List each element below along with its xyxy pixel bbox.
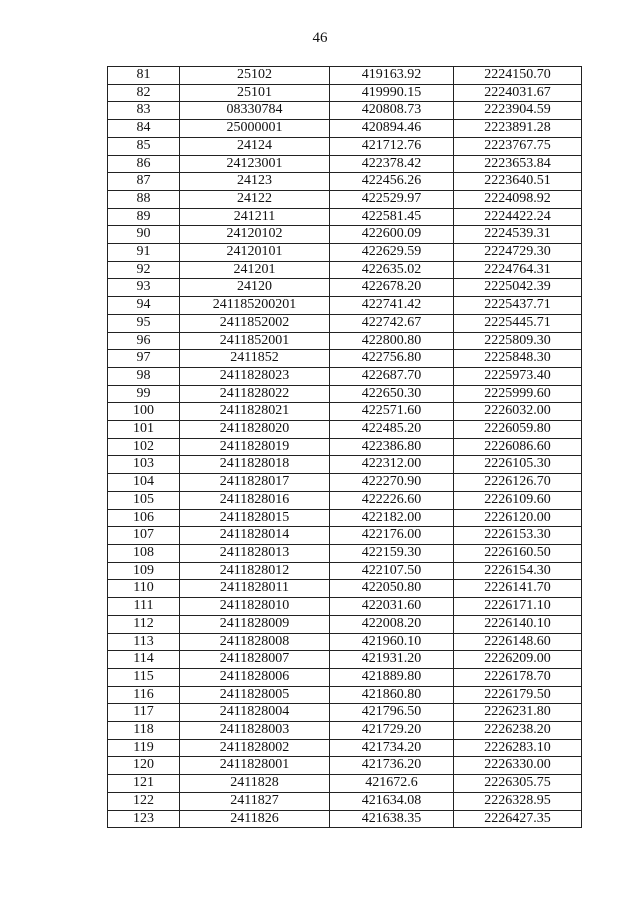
table-row <box>108 385 582 403</box>
point-id-cell: 2411828009 <box>180 615 330 633</box>
table-row <box>108 668 582 686</box>
row-number-cell: 113 <box>108 633 180 651</box>
x-coordinate-cell: 421672.6 <box>330 775 454 793</box>
x-coordinate-cell: 422600.09 <box>330 226 454 244</box>
point-id-cell: 24124 <box>180 137 330 155</box>
y-coordinate-cell: 2223904.59 <box>454 102 582 120</box>
point-id-cell: 2411827 <box>180 792 330 810</box>
table-row <box>108 332 582 350</box>
y-coordinate-cell: 2225999.60 <box>454 385 582 403</box>
row-number-cell: 107 <box>108 527 180 545</box>
point-id-cell: 25000001 <box>180 120 330 138</box>
x-coordinate-cell: 422571.60 <box>330 403 454 421</box>
row-number-cell: 91 <box>108 244 180 262</box>
coordinates-table <box>107 66 582 828</box>
row-number-cell: 120 <box>108 757 180 775</box>
x-coordinate-cell: 421860.80 <box>330 686 454 704</box>
y-coordinate-cell: 2226086.60 <box>454 438 582 456</box>
y-coordinate-cell: 2226305.75 <box>454 775 582 793</box>
x-coordinate-cell: 422226.60 <box>330 491 454 509</box>
row-number-cell: 115 <box>108 668 180 686</box>
y-coordinate-cell: 2224539.31 <box>454 226 582 244</box>
x-coordinate-cell: 419990.15 <box>330 84 454 102</box>
x-coordinate-cell: 422678.20 <box>330 279 454 297</box>
point-id-cell: 241201 <box>180 261 330 279</box>
row-number-cell: 118 <box>108 722 180 740</box>
row-number-cell: 117 <box>108 704 180 722</box>
y-coordinate-cell: 2226178.70 <box>454 668 582 686</box>
table-row <box>108 544 582 562</box>
x-coordinate-cell: 422378.42 <box>330 155 454 173</box>
y-coordinate-cell: 2223653.84 <box>454 155 582 173</box>
x-coordinate-cell: 422635.02 <box>330 261 454 279</box>
point-id-cell: 2411828014 <box>180 527 330 545</box>
x-coordinate-cell: 421736.20 <box>330 757 454 775</box>
point-id-cell: 25101 <box>180 84 330 102</box>
x-coordinate-cell: 421889.80 <box>330 668 454 686</box>
point-id-cell: 2411828 <box>180 775 330 793</box>
point-id-cell: 2411828015 <box>180 509 330 527</box>
row-number-cell: 93 <box>108 279 180 297</box>
point-id-cell: 2411852002 <box>180 314 330 332</box>
row-number-cell: 121 <box>108 775 180 793</box>
point-id-cell: 2411828005 <box>180 686 330 704</box>
point-id-cell: 2411852 <box>180 350 330 368</box>
point-id-cell: 24123001 <box>180 155 330 173</box>
row-number-cell: 109 <box>108 562 180 580</box>
table-row <box>108 456 582 474</box>
table-row <box>108 562 582 580</box>
row-number-cell: 96 <box>108 332 180 350</box>
row-number-cell: 94 <box>108 297 180 315</box>
y-coordinate-cell: 2226120.00 <box>454 509 582 527</box>
table-row <box>108 615 582 633</box>
row-number-cell: 97 <box>108 350 180 368</box>
row-number-cell: 88 <box>108 190 180 208</box>
table-row <box>108 792 582 810</box>
row-number-cell: 114 <box>108 651 180 669</box>
point-id-cell: 08330784 <box>180 102 330 120</box>
point-id-cell: 2411828001 <box>180 757 330 775</box>
row-number-cell: 84 <box>108 120 180 138</box>
point-id-cell: 2411828022 <box>180 385 330 403</box>
point-id-cell: 24123 <box>180 173 330 191</box>
table-row <box>108 527 582 545</box>
point-id-cell: 2411828002 <box>180 739 330 757</box>
point-id-cell: 24120 <box>180 279 330 297</box>
table-row <box>108 421 582 439</box>
table-row <box>108 137 582 155</box>
table-row <box>108 474 582 492</box>
y-coordinate-cell: 2226032.00 <box>454 403 582 421</box>
x-coordinate-cell: 422386.80 <box>330 438 454 456</box>
point-id-cell: 2411828017 <box>180 474 330 492</box>
point-id-cell: 24122 <box>180 190 330 208</box>
table-row <box>108 226 582 244</box>
y-coordinate-cell: 2224031.67 <box>454 84 582 102</box>
y-coordinate-cell: 2226171.10 <box>454 598 582 616</box>
table-row <box>108 739 582 757</box>
row-number-cell: 87 <box>108 173 180 191</box>
row-number-cell: 89 <box>108 208 180 226</box>
x-coordinate-cell: 422629.59 <box>330 244 454 262</box>
table-row <box>108 704 582 722</box>
x-coordinate-cell: 421931.20 <box>330 651 454 669</box>
table-row <box>108 757 582 775</box>
x-coordinate-cell: 421638.35 <box>330 810 454 828</box>
x-coordinate-cell: 422800.80 <box>330 332 454 350</box>
point-id-cell: 2411828021 <box>180 403 330 421</box>
table-row <box>108 633 582 651</box>
point-id-cell: 2411828008 <box>180 633 330 651</box>
point-id-cell: 24120101 <box>180 244 330 262</box>
x-coordinate-cell: 421796.50 <box>330 704 454 722</box>
x-coordinate-cell: 422741.42 <box>330 297 454 315</box>
row-number-cell: 81 <box>108 67 180 85</box>
x-coordinate-cell: 421734.20 <box>330 739 454 757</box>
row-number-cell: 106 <box>108 509 180 527</box>
table-row <box>108 261 582 279</box>
x-coordinate-cell: 422270.90 <box>330 474 454 492</box>
table-row <box>108 155 582 173</box>
point-id-cell: 2411828018 <box>180 456 330 474</box>
y-coordinate-cell: 2225437.71 <box>454 297 582 315</box>
table-row <box>108 810 582 828</box>
y-coordinate-cell: 2226059.80 <box>454 421 582 439</box>
x-coordinate-cell: 422456.26 <box>330 173 454 191</box>
x-coordinate-cell: 422687.70 <box>330 367 454 385</box>
table-row <box>108 580 582 598</box>
table-row <box>108 120 582 138</box>
y-coordinate-cell: 2226179.50 <box>454 686 582 704</box>
y-coordinate-cell: 2226209.00 <box>454 651 582 669</box>
y-coordinate-cell: 2226105.30 <box>454 456 582 474</box>
row-number-cell: 85 <box>108 137 180 155</box>
y-coordinate-cell: 2226141.70 <box>454 580 582 598</box>
row-number-cell: 92 <box>108 261 180 279</box>
y-coordinate-cell: 2226160.50 <box>454 544 582 562</box>
y-coordinate-cell: 2226126.70 <box>454 474 582 492</box>
point-id-cell: 2411828023 <box>180 367 330 385</box>
table-row <box>108 350 582 368</box>
y-coordinate-cell: 2226153.30 <box>454 527 582 545</box>
row-number-cell: 116 <box>108 686 180 704</box>
y-coordinate-cell: 2225445.71 <box>454 314 582 332</box>
row-number-cell: 102 <box>108 438 180 456</box>
table-row <box>108 598 582 616</box>
row-number-cell: 105 <box>108 491 180 509</box>
y-coordinate-cell: 2225848.30 <box>454 350 582 368</box>
table-row <box>108 686 582 704</box>
x-coordinate-cell: 422650.30 <box>330 385 454 403</box>
x-coordinate-cell: 422312.00 <box>330 456 454 474</box>
x-coordinate-cell: 421960.10 <box>330 633 454 651</box>
x-coordinate-cell: 422031.60 <box>330 598 454 616</box>
table-row <box>108 367 582 385</box>
table-row <box>108 244 582 262</box>
point-id-cell: 24120102 <box>180 226 330 244</box>
x-coordinate-cell: 422008.20 <box>330 615 454 633</box>
point-id-cell: 2411828011 <box>180 580 330 598</box>
row-number-cell: 119 <box>108 739 180 757</box>
y-coordinate-cell: 2224729.30 <box>454 244 582 262</box>
row-number-cell: 82 <box>108 84 180 102</box>
row-number-cell: 123 <box>108 810 180 828</box>
y-coordinate-cell: 2225042.39 <box>454 279 582 297</box>
row-number-cell: 98 <box>108 367 180 385</box>
point-id-cell: 2411828013 <box>180 544 330 562</box>
row-number-cell: 101 <box>108 421 180 439</box>
table-row <box>108 67 582 85</box>
y-coordinate-cell: 2226238.20 <box>454 722 582 740</box>
table-row <box>108 722 582 740</box>
y-coordinate-cell: 2226231.80 <box>454 704 582 722</box>
table-row <box>108 190 582 208</box>
y-coordinate-cell: 2225809.30 <box>454 332 582 350</box>
table-row <box>108 491 582 509</box>
y-coordinate-cell: 2223891.28 <box>454 120 582 138</box>
row-number-cell: 103 <box>108 456 180 474</box>
x-coordinate-cell: 421729.20 <box>330 722 454 740</box>
point-id-cell: 25102 <box>180 67 330 85</box>
x-coordinate-cell: 422050.80 <box>330 580 454 598</box>
table-row <box>108 84 582 102</box>
table-row <box>108 438 582 456</box>
row-number-cell: 100 <box>108 403 180 421</box>
x-coordinate-cell: 422182.00 <box>330 509 454 527</box>
row-number-cell: 108 <box>108 544 180 562</box>
row-number-cell: 99 <box>108 385 180 403</box>
point-id-cell: 2411828019 <box>180 438 330 456</box>
y-coordinate-cell: 2225973.40 <box>454 367 582 385</box>
point-id-cell: 2411828004 <box>180 704 330 722</box>
point-id-cell: 241185200201 <box>180 297 330 315</box>
point-id-cell: 241211 <box>180 208 330 226</box>
point-id-cell: 2411828003 <box>180 722 330 740</box>
table-row <box>108 509 582 527</box>
table-row <box>108 314 582 332</box>
row-number-cell: 110 <box>108 580 180 598</box>
point-id-cell: 2411852001 <box>180 332 330 350</box>
y-coordinate-cell: 2223767.75 <box>454 137 582 155</box>
x-coordinate-cell: 420894.46 <box>330 120 454 138</box>
y-coordinate-cell: 2226330.00 <box>454 757 582 775</box>
x-coordinate-cell: 422581.45 <box>330 208 454 226</box>
x-coordinate-cell: 422485.20 <box>330 421 454 439</box>
x-coordinate-cell: 422107.50 <box>330 562 454 580</box>
row-number-cell: 111 <box>108 598 180 616</box>
table-row <box>108 279 582 297</box>
table-body <box>108 67 582 828</box>
table-row <box>108 208 582 226</box>
x-coordinate-cell: 419163.92 <box>330 67 454 85</box>
x-coordinate-cell: 422529.97 <box>330 190 454 208</box>
x-coordinate-cell: 422176.00 <box>330 527 454 545</box>
table-row <box>108 102 582 120</box>
y-coordinate-cell: 2224422.24 <box>454 208 582 226</box>
point-id-cell: 2411828006 <box>180 668 330 686</box>
x-coordinate-cell: 422742.67 <box>330 314 454 332</box>
y-coordinate-cell: 2224764.31 <box>454 261 582 279</box>
table-row <box>108 651 582 669</box>
table-row <box>108 297 582 315</box>
y-coordinate-cell: 2223640.51 <box>454 173 582 191</box>
x-coordinate-cell: 420808.73 <box>330 102 454 120</box>
y-coordinate-cell: 2226427.35 <box>454 810 582 828</box>
y-coordinate-cell: 2226140.10 <box>454 615 582 633</box>
y-coordinate-cell: 2224150.70 <box>454 67 582 85</box>
point-id-cell: 2411828020 <box>180 421 330 439</box>
y-coordinate-cell: 2226148.60 <box>454 633 582 651</box>
point-id-cell: 2411826 <box>180 810 330 828</box>
row-number-cell: 83 <box>108 102 180 120</box>
row-number-cell: 90 <box>108 226 180 244</box>
x-coordinate-cell: 421712.76 <box>330 137 454 155</box>
x-coordinate-cell: 422159.30 <box>330 544 454 562</box>
y-coordinate-cell: 2226328.95 <box>454 792 582 810</box>
point-id-cell: 2411828007 <box>180 651 330 669</box>
row-number-cell: 122 <box>108 792 180 810</box>
y-coordinate-cell: 2226283.10 <box>454 739 582 757</box>
y-coordinate-cell: 2226154.30 <box>454 562 582 580</box>
point-id-cell: 2411828016 <box>180 491 330 509</box>
table-row <box>108 403 582 421</box>
table-row <box>108 173 582 191</box>
page-number: 46 <box>312 30 328 46</box>
x-coordinate-cell: 421634.08 <box>330 792 454 810</box>
table-row <box>108 775 582 793</box>
row-number-cell: 86 <box>108 155 180 173</box>
x-coordinate-cell: 422756.80 <box>330 350 454 368</box>
row-number-cell: 112 <box>108 615 180 633</box>
y-coordinate-cell: 2226109.60 <box>454 491 582 509</box>
row-number-cell: 95 <box>108 314 180 332</box>
y-coordinate-cell: 2224098.92 <box>454 190 582 208</box>
row-number-cell: 104 <box>108 474 180 492</box>
point-id-cell: 2411828012 <box>180 562 330 580</box>
point-id-cell: 2411828010 <box>180 598 330 616</box>
